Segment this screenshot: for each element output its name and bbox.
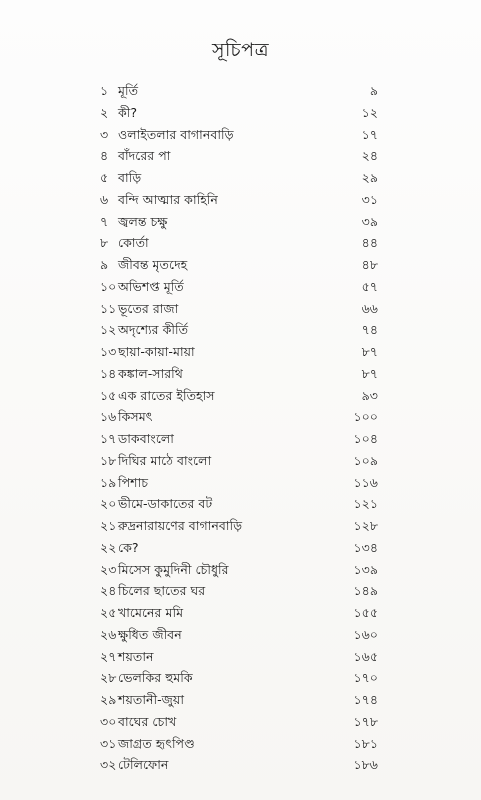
toc-entry — [100, 711, 378, 733]
toc-entry — [100, 211, 378, 233]
toc-entry-page: ১৬০ — [353, 626, 378, 642]
toc-entry-title: পিশাচ — [118, 474, 149, 490]
toc-entry-title: খামেনের মমি — [118, 605, 184, 620]
toc-entry — [100, 754, 378, 776]
toc-entry-title: কঙ্কাল-সারথি — [118, 365, 183, 381]
toc-entry-title: অদৃশ্যের কীর্তি — [118, 322, 189, 338]
toc-entry-page: ১২ — [361, 104, 378, 120]
toc-entry-title: বাঘের চোখ — [118, 713, 177, 729]
toc-entry-number: ৫ — [100, 170, 109, 185]
toc-entry-page: ৪৮ — [361, 257, 378, 272]
toc-entry — [100, 341, 378, 363]
toc-entry-number: ২৭ — [100, 648, 117, 664]
toc-entry — [100, 646, 378, 668]
toc-entry — [100, 537, 378, 559]
toc-entry — [100, 602, 378, 624]
toc-entry-number: ৩২ — [100, 757, 117, 773]
toc-entry-page: ৯৩ — [361, 387, 378, 403]
toc-entry — [100, 276, 378, 298]
toc-entry-page: ৩৯ — [361, 213, 378, 229]
toc-entry-number: ৭ — [100, 213, 109, 229]
toc-entry — [100, 298, 378, 320]
toc-entry-title: কোর্তা — [118, 235, 149, 251]
toc-entry-page: ২৪ — [361, 148, 378, 164]
toc-entry-page: ১৮৬ — [353, 757, 378, 773]
toc-entry-title: জ্বলন্ত চক্ষু — [118, 213, 168, 229]
toc-entry-title: অভিশপ্ত মূর্তি — [118, 278, 184, 294]
toc-entry — [100, 385, 378, 407]
toc-entry-page: ৯ — [369, 83, 378, 98]
toc-entry — [100, 428, 378, 450]
toc-entry-title: ওলাইতলার বাগানবাড়ি — [118, 126, 234, 142]
toc-entry-number: ১২ — [100, 322, 117, 338]
toc-entry-title: বন্দি আত্মার কাহিনি — [118, 191, 218, 207]
toc-entry-number: ১৩ — [100, 344, 117, 359]
toc-entry — [100, 189, 378, 211]
toc-entry-page: ১০৪ — [353, 431, 378, 446]
toc-entry-number: ৩০ — [100, 713, 117, 729]
toc-entry-title: ছায়া-কায়া-মায়া — [118, 344, 195, 359]
toc-entry-number: ২৬ — [100, 626, 117, 642]
toc-entry — [100, 254, 378, 276]
toc-entry-title: বাড়ি — [118, 170, 142, 185]
toc-entry-page: ৮৭ — [361, 365, 378, 381]
toc-entry-page: ৭৪ — [361, 322, 378, 338]
toc-entry-number: ১৯ — [100, 474, 117, 490]
toc-entry-page: ১৭০ — [353, 670, 378, 686]
toc-entry-page: ১৩৯ — [353, 561, 378, 577]
toc-entry-number: ২৩ — [100, 561, 117, 577]
toc-entry — [100, 580, 378, 602]
toc-entry — [100, 102, 378, 124]
toc-entry-title: বাঁদরের পা — [118, 148, 171, 164]
toc-entry — [100, 559, 378, 581]
toc-entry-number: ২৮ — [100, 670, 117, 686]
toc-entry-title: জাগ্রত হৃৎপিণ্ড — [118, 735, 195, 751]
toc-entry-page: ১৫৫ — [353, 605, 378, 620]
toc-entry-title: ক্ষুধিত জীবন — [118, 626, 182, 642]
toc-entry — [100, 689, 378, 711]
toc-entry-page: ১০৯ — [353, 452, 378, 468]
toc-entry-page: ৬৬ — [361, 300, 378, 316]
toc-entry — [100, 472, 378, 494]
toc-entry-number: ১১ — [100, 300, 117, 316]
toc-entry — [100, 167, 378, 189]
toc-entry — [100, 319, 378, 341]
toc-entry-page: ১৭৪ — [353, 692, 378, 707]
toc-entry-title: ভীমে-ডাকাতের বট — [118, 496, 213, 512]
toc-entry-page: ১৭৮ — [353, 713, 378, 729]
toc-entry-page: ৫৭ — [361, 278, 378, 294]
toc-entry-title: মিসেস কুমুদিনী চৌধুরি — [118, 561, 229, 577]
toc-entry-number: ৯ — [100, 257, 109, 272]
toc-entry-number: ২২ — [100, 539, 117, 555]
toc-entry-page: ৮৭ — [361, 344, 378, 359]
toc-entry-title: মূর্তি — [118, 83, 139, 98]
toc-entry-title: শয়তান — [118, 648, 154, 664]
toc-entry — [100, 124, 378, 146]
toc-entry-number: ৪ — [100, 148, 109, 164]
toc-entry-number: ১৫ — [100, 387, 117, 403]
toc-entry-number: ১৮ — [100, 452, 117, 468]
toc-entry-number: ২৫ — [100, 605, 117, 620]
toc-entry — [100, 145, 378, 167]
toc-entry-number: ৬ — [100, 191, 109, 207]
toc-entry-page: ১৪৯ — [353, 583, 378, 599]
toc-entry-page: ১৮১ — [353, 735, 378, 751]
toc-entry — [100, 232, 378, 254]
toc-entry-number: ১৭ — [100, 431, 117, 446]
toc-entry-number: ৩১ — [100, 735, 117, 751]
toc-entry-title: কিসমৎ — [118, 409, 153, 425]
toc-entry-title: শয়তানী-জুয়া — [118, 692, 184, 707]
toc-entry — [100, 493, 378, 515]
table-of-contents — [100, 80, 378, 776]
toc-entry — [100, 363, 378, 385]
toc-entry-number: ১০ — [100, 278, 117, 294]
toc-entry-page: ১৩৪ — [353, 539, 378, 555]
toc-entry-number: ২১ — [100, 518, 117, 533]
toc-entry-number: ২৪ — [100, 583, 117, 599]
toc-entry-number: ২০ — [100, 496, 117, 512]
toc-entry-title: জীবন্ত মৃতদেহ — [118, 257, 188, 272]
toc-entry-title: ভেলকির হুমকি — [118, 670, 193, 686]
toc-entry-number: ১৬ — [100, 409, 117, 425]
toc-entry-title: রুদ্রনারায়ণের বাগানবাড়ি — [118, 518, 243, 533]
page-title: সূচিপত্র — [211, 39, 270, 61]
toc-entry — [100, 733, 378, 755]
toc-entry-page: ১০০ — [353, 409, 378, 425]
toc-entry-title: টেলিফোন — [118, 757, 169, 773]
toc-entry-page: ২৯ — [361, 170, 378, 185]
toc-entry — [100, 667, 378, 689]
toc-entry-title: দিঘির মাঠে বাংলো — [118, 452, 212, 468]
toc-entry-page: ১২৮ — [353, 518, 378, 533]
toc-entry-title: ডাকবাংলো — [118, 431, 174, 446]
toc-entry-page: ৩১ — [361, 191, 378, 207]
toc-entry-number: ৮ — [100, 235, 109, 251]
toc-entry-page: ১৬৫ — [353, 648, 378, 664]
toc-entry-title: চিলের ছাতের ঘর — [118, 583, 206, 599]
toc-entry-number: ১৪ — [100, 365, 117, 381]
toc-entry — [100, 624, 378, 646]
toc-entry-title: এক রাতের ইতিহাস — [118, 387, 215, 403]
toc-entry-title: কে? — [118, 539, 139, 555]
toc-entry — [100, 515, 378, 537]
toc-entry-number: ২ — [100, 104, 109, 120]
toc-entry — [100, 406, 378, 428]
toc-entry-title: ভূতের রাজা — [118, 300, 179, 316]
toc-entry-title: কী? — [118, 104, 138, 120]
toc-entry-number: ১ — [100, 83, 109, 98]
toc-entry-number: ৩ — [100, 126, 109, 142]
toc-entry-page: ৪৪ — [361, 235, 378, 251]
toc-entry-page: ১২১ — [353, 496, 378, 512]
toc-entry-page: ১৭ — [361, 126, 378, 142]
toc-entry — [100, 450, 378, 472]
toc-entry — [100, 80, 378, 102]
toc-entry-page: ১১৬ — [353, 474, 378, 490]
toc-entry-number: ২৯ — [100, 692, 117, 707]
